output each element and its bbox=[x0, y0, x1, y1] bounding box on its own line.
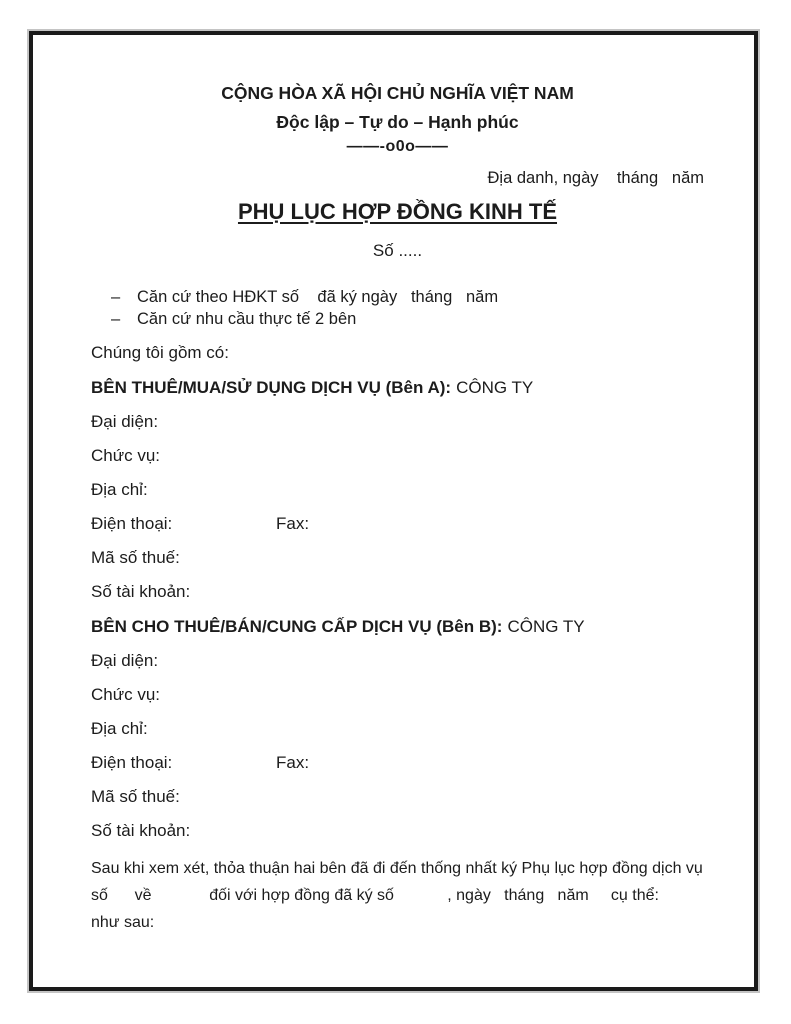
party-b-field-position: Chức vụ: bbox=[91, 685, 161, 704]
closing-line-3: như sau: bbox=[91, 914, 155, 931]
party-b-company-name: CÔNG TY bbox=[507, 617, 585, 636]
party-b-field-phone: Điện thoại: bbox=[91, 753, 173, 772]
party-a-field-phone-fax bbox=[91, 514, 704, 534]
premise-text-2: Căn cứ nhu cầu thực tế 2 bên bbox=[137, 310, 357, 328]
premise-item-1 bbox=[111, 286, 704, 308]
closing-line-2: số về đối với hợp đồng đã ký số , ngày tháng năm cụ thể: bbox=[91, 887, 659, 904]
premise-list bbox=[91, 286, 704, 330]
party-b-field-tax-code: Mã số thuế: bbox=[91, 787, 180, 806]
premise-item-2 bbox=[111, 308, 704, 330]
intro-line: Chúng tôi gồm có: bbox=[91, 343, 229, 362]
party-b-heading-bold: BÊN CHO THUÊ/BÁN/CUNG CẤP DỊCH VỤ (Bên B): bbox=[91, 617, 503, 636]
party-a-field-account-number: Số tài khoản: bbox=[91, 582, 191, 601]
place-and-date-line: Địa danh, ngày tháng năm bbox=[487, 169, 704, 187]
document-title-text: PHỤ LỤC HỢP ĐỒNG KINH TẾ bbox=[237, 199, 558, 224]
party-a-field-position: Chức vụ: bbox=[91, 446, 161, 465]
party-a-field-fax: Fax: bbox=[276, 514, 310, 533]
premise-text-1: Căn cứ theo HĐKT số đã ký ngày tháng năm bbox=[137, 288, 499, 306]
bullet-dash: – bbox=[111, 310, 121, 328]
party-a-field-representative: Đại diện: bbox=[91, 412, 159, 431]
page-border-frame bbox=[29, 31, 758, 991]
document-title bbox=[91, 198, 704, 226]
party-b-field-representative: Đại diện: bbox=[91, 651, 159, 670]
national-header-title: CỘNG HÒA XÃ HỘI CHỦ NGHĨA VIỆT NAM bbox=[221, 83, 574, 103]
party-b-field-account-number: Số tài khoản: bbox=[91, 821, 191, 840]
party-a-field-address: Địa chỉ: bbox=[91, 480, 148, 499]
national-header-motto: Độc lập – Tự do – Hạnh phúc bbox=[276, 112, 519, 132]
bullet-dash: – bbox=[111, 288, 121, 306]
party-a-heading-bold: BÊN THUÊ/MUA/SỬ DỤNG DỊCH VỤ (Bên A): bbox=[91, 378, 452, 397]
party-a-company-name: CÔNG TY bbox=[456, 378, 534, 397]
closing-paragraph bbox=[91, 855, 704, 936]
party-b-field-fax: Fax: bbox=[276, 753, 310, 772]
party-a-field-phone: Điện thoại: bbox=[91, 514, 173, 533]
party-b-field-address: Địa chỉ: bbox=[91, 719, 148, 738]
national-header bbox=[91, 79, 704, 157]
closing-line-1: Sau khi xem xét, thỏa thuận hai bên đã đi đến thống nhất ký Phụ lục hợp đồng dịch vụ bbox=[91, 860, 703, 877]
party-a-heading bbox=[91, 377, 704, 398]
motto-separator-line: ——-o0o—— bbox=[346, 138, 449, 155]
party-b-field-phone-fax bbox=[91, 753, 704, 773]
document-number-line: Số ..... bbox=[372, 241, 423, 260]
party-a-field-tax-code: Mã số thuế: bbox=[91, 548, 180, 567]
party-b-heading bbox=[91, 616, 704, 637]
